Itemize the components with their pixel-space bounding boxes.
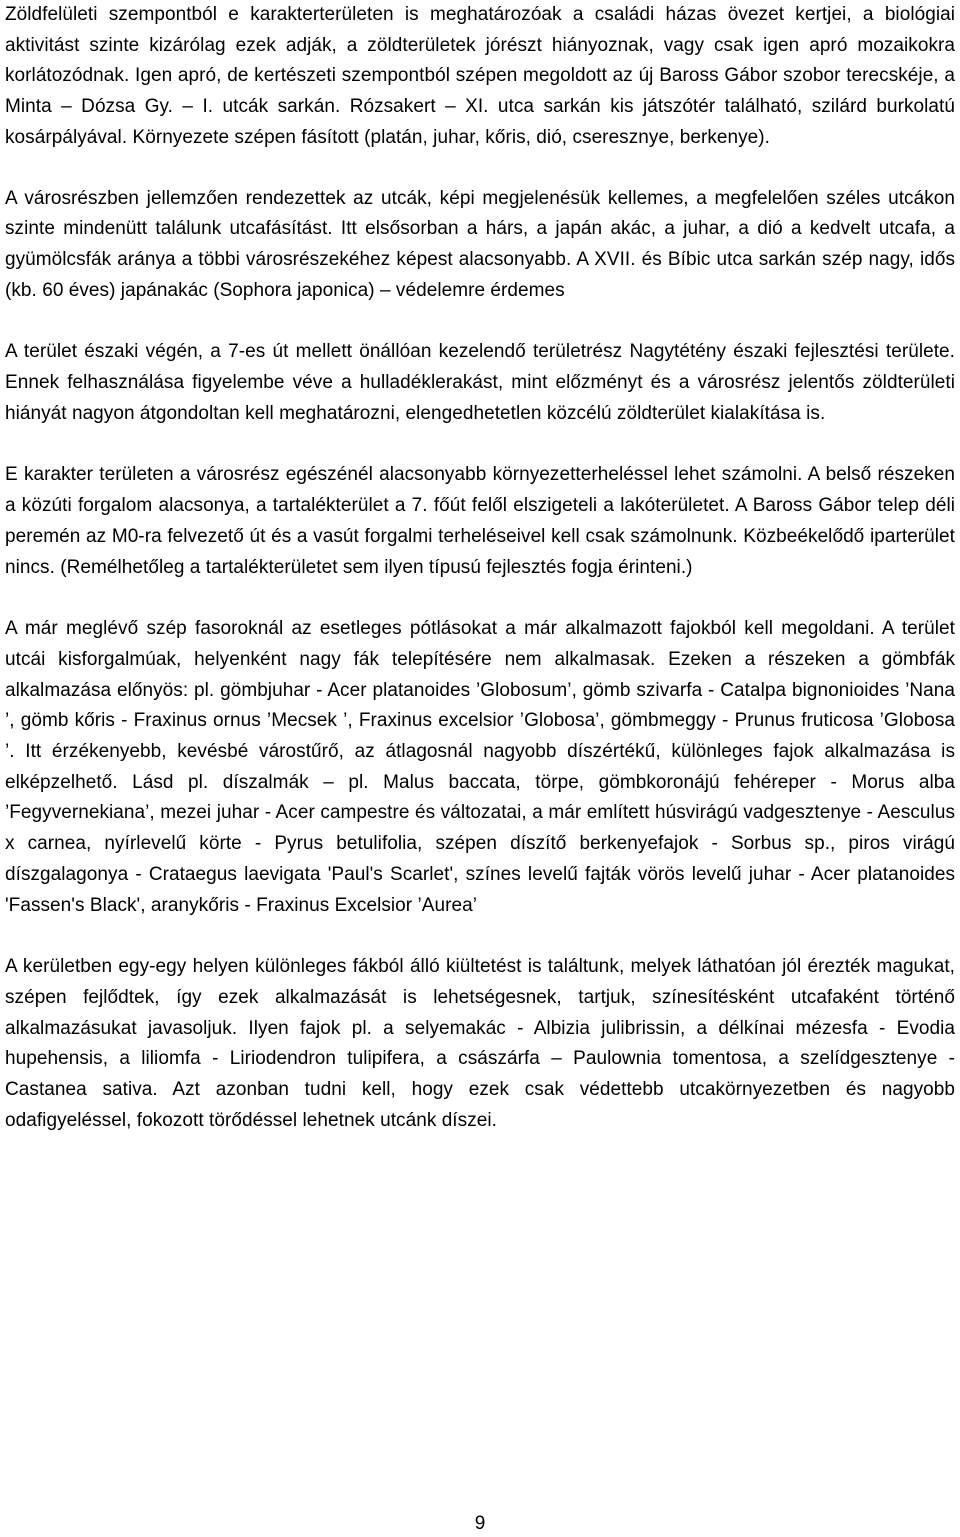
paragraph-zoldfeluleti: Zöldfelületi szempontból e karakterterületen is meghatározóak a családi házas övezet kertjei, a biológiai aktivitást szinte kizárólag ezek adják, a zöldterületek jórészt hiányoznak, vagy csak igen apró mozaikokra korlátozódnak. Igen apró, de kertészeti szempontból szépen megoldott az új Baross Gábor szobor terecskéje, a Minta – Dózsa Gy. – I. utcák sarkán. Rózsakert – XI. utca sarkán kis játszótér található, szilárd burkolatú kosárpályával. Környezete szépen fásított (platán, juhar, kőris, dió, cseresznye, berkenye).	[5, 4, 955, 148]
paragraph-fasorok: A már meglévő szép fasoroknál az esetleges pótlásokat a már alkalmazott fajokból kell megoldani. A terület utcái kisforgalmúak, helyenként nagy fák telepítésére nem alkalmasak. Ezeken a részeken a gömbfák alkalmazása előnyös: pl. gömbjuhar - Acer platanoides ’Globosum’, gömb szivarfa - Catalpa bignonioides ’Nana ’, gömb kőris - Fraxinus ornus ’Mecsek ’, Fraxinus excelsior ’Globosa’, gömbmeggy - Prunus fruticosa ’Globosa ’. Itt érzékenyebb, kevésbé várostűrő, az átlagosnál nagyobb díszértékű, különleges fajok alkalmazása is elképzelhető. Lásd pl. díszalmák – pl. Malus baccata, törpe, gömbkoronájú fehéreper - Morus alba ’Fegyvernekiana’, mezei juhar - Acer campestre és változatai, a már említett húsvirágú vadgesztenye - Aesculus x carnea, nyírlevelű körte - Pyrus betulifolia, szépen díszítő berkenyefajok - Sorbus sp., piros virágú díszgalagonya - Crataegus laevigata 'Paul's Scarlet', színes levelű fajták vörös levelű juhar - Acer platanoides 'Fassen's Black', aranykőris - Fraxinus Excelsior ’Aurea’	[5, 618, 955, 916]
paragraph-kulonleges-fak: A kerületben egy-egy helyen különleges fákból álló kiültetést is találtunk, melyek láthatóan jól érezték magukat, szépen fejlődtek, így ezek alkalmazását is lehetségesnek, tartjuk, színesítésként utcafaként történő alkalmazásukat javasoljuk. Ilyen fajok pl. a selyemakác - Albizia julibrissin, a délkínai mézesfa - Evodia hupehensis, a liliomfa - Liriodendron tulipifera, a császárfa – Paulownia tomentosa, a szelídgesztenye - Castanea sativa. Azt azonban tudni kell, hogy ezek csak védettebb utcakörnyezetben és nagyobb odafigyeléssel, fokozott törődéssel lehetnek utcánk díszei.	[5, 956, 955, 1131]
paragraph-varosreszben: A városrészben jellemzően rendezettek az utcák, képi megjelenésük kellemes, a megfelelően széles utcákon szinte mindenütt találunk utcafásítást. Itt elsősorban a hárs, a japán akác, a juhar, a dió a kedvelt utcafa, a gyümölcsfák aránya a többi városrészekéhez képest alacsonyabb. A XVII. és Bíbic utca sarkán szép nagy, idős (kb. 60 éves) japánakác (Sophora japonica) – védelemre érdemes	[5, 187, 955, 301]
document-page	[5, 0, 955, 1137]
paragraph-terulet-eszaki: A terület északi végén, a 7-es út mellett önállóan kezelendő területrész Nagytétény északi fejlesztési területe. Ennek felhasználása figyelembe véve a hulladéklerakást, mint előzményt és a városrész jelentős zöldterületi hiányát nagyon átgondoltan kell meghatározni, elengedhetetlen közcélú zöldterület kialakítása is.	[5, 341, 955, 424]
page-number: 9	[474, 1513, 486, 1534]
paragraph-karakter-teruleten: E karakter területen a városrész egészénél alacsonyabb környezetterheléssel lehet számolni. A belső részeken a közúti forgalom alacsonya, a tartalékterület a 7. főút felől elszigeteli a lakóterületet. A Baross Gábor telep déli peremén az M0-ra felvezető út és a vasút forgalmi terheléseivel kell csak számolnunk. Közbeékelődő iparterület nincs. (Remélhetőleg a tartalékterületet sem ilyen típusú fejlesztés fogja érinteni.)	[5, 464, 955, 578]
